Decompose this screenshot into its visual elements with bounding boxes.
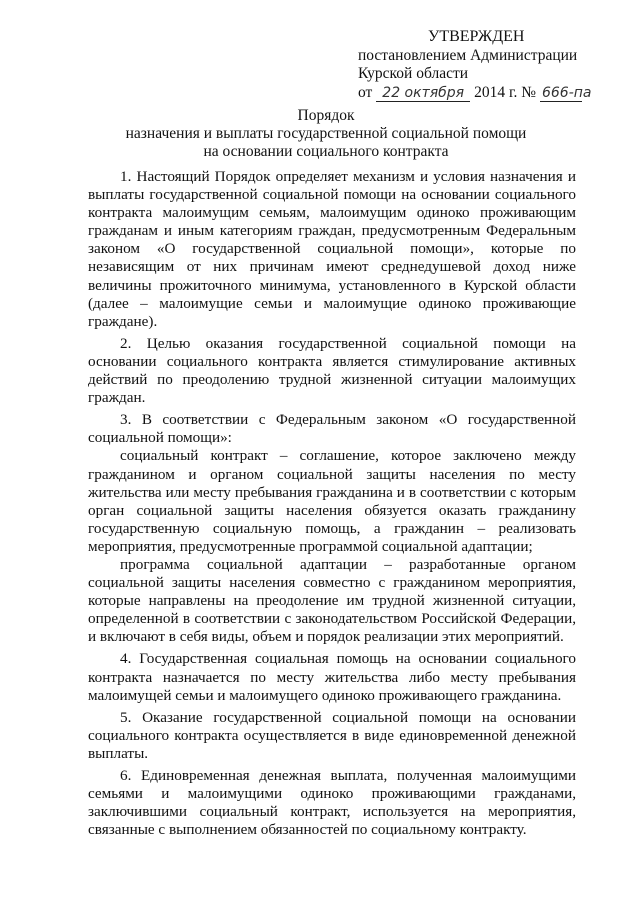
approval-date-line xyxy=(358,84,618,103)
title-line-2: назначения и выплаты государственной социальной помощи xyxy=(125,125,527,142)
handwritten-date: 22 октября xyxy=(376,86,470,102)
year-suffix: 2014 г. № xyxy=(474,83,537,101)
handwritten-number: 666-па xyxy=(541,84,592,101)
paragraph-3-definition-2: программа социальной адаптации – разработанные органом социальной защиты населения совместно с гражданином мероприятия, которые направлены на преодоление им трудной жизненной ситуации, определенной в соответствии с законодательством Российской Федерации, и включают в себя виды, объем и порядок реализации этих мероприятий. xyxy=(88,555,576,646)
approval-heading: УТВЕРЖДЕН xyxy=(428,28,525,45)
document-title xyxy=(86,107,566,161)
paragraph-2: 2. Целью оказания государственной социальной помощи на основании социального контракта является стимулирование активных действий по преодолению трудной жизненной ситуации малоимущих граждан. xyxy=(88,334,576,407)
paragraph-1: 1. Настоящий Порядок определяет механизм и условия назначения и выплаты государственной социальной помощи на основании социального контракта малоимущим семьям, малоимущим одиноко проживающим гражданам и иным категориям граждан, предусмотренным Федеральным законом «О государственной социальной помощи», которые по независящим от них причинам имеют среднедушевой доход ниже величины прожиточного минимума, установленного в Курской области (далее – малоимущие семьи и малоимущие одиноко проживающие граждане). xyxy=(88,168,576,330)
approval-line-1: постановлением Администрации xyxy=(358,46,578,64)
paragraph-4: 4. Государственная социальная помощь на основании социального контракта назначается по месту жительства либо месту пребывания малоимущей семьи и малоимущего одиноко проживающего гражданина. xyxy=(88,650,576,704)
paragraph-3: 3. В соответствии с Федеральным законом «О государственной социальной помощи»: xyxy=(88,411,576,447)
document-body xyxy=(88,168,576,843)
paragraph-6: 6. Единовременная денежная выплата, полученная малоимущими семьями и малоимущими одиноко проживающими гражданами, заключившими социальный контракт, используется на мероприятия, связанные с выполнением обязанностей по социальному контракту. xyxy=(88,767,576,839)
title-line-3: на основании социального контракта xyxy=(203,143,449,160)
title-line-1: Порядок xyxy=(297,107,355,124)
approval-stamp xyxy=(358,28,618,102)
paragraph-5: 5. Оказание государственной социальной помощи на основании социального контракта осуществляется в виде единовременной денежной выплаты. xyxy=(88,708,576,762)
approval-line-2: Курской области xyxy=(358,65,469,82)
paragraph-3-definition-1: социальный контракт – соглашение, которое заключено между гражданином и органом социальной защиты населения по месту жительства или месту пребывания гражданина и в соответствии с которым орган социальной защиты населения обязуется оказать гражданину государственную социальную помощь, а гражданин – реализовать мероприятия, предусмотренные программой социальной адаптации; xyxy=(88,447,576,555)
date-prefix: от xyxy=(358,83,373,101)
